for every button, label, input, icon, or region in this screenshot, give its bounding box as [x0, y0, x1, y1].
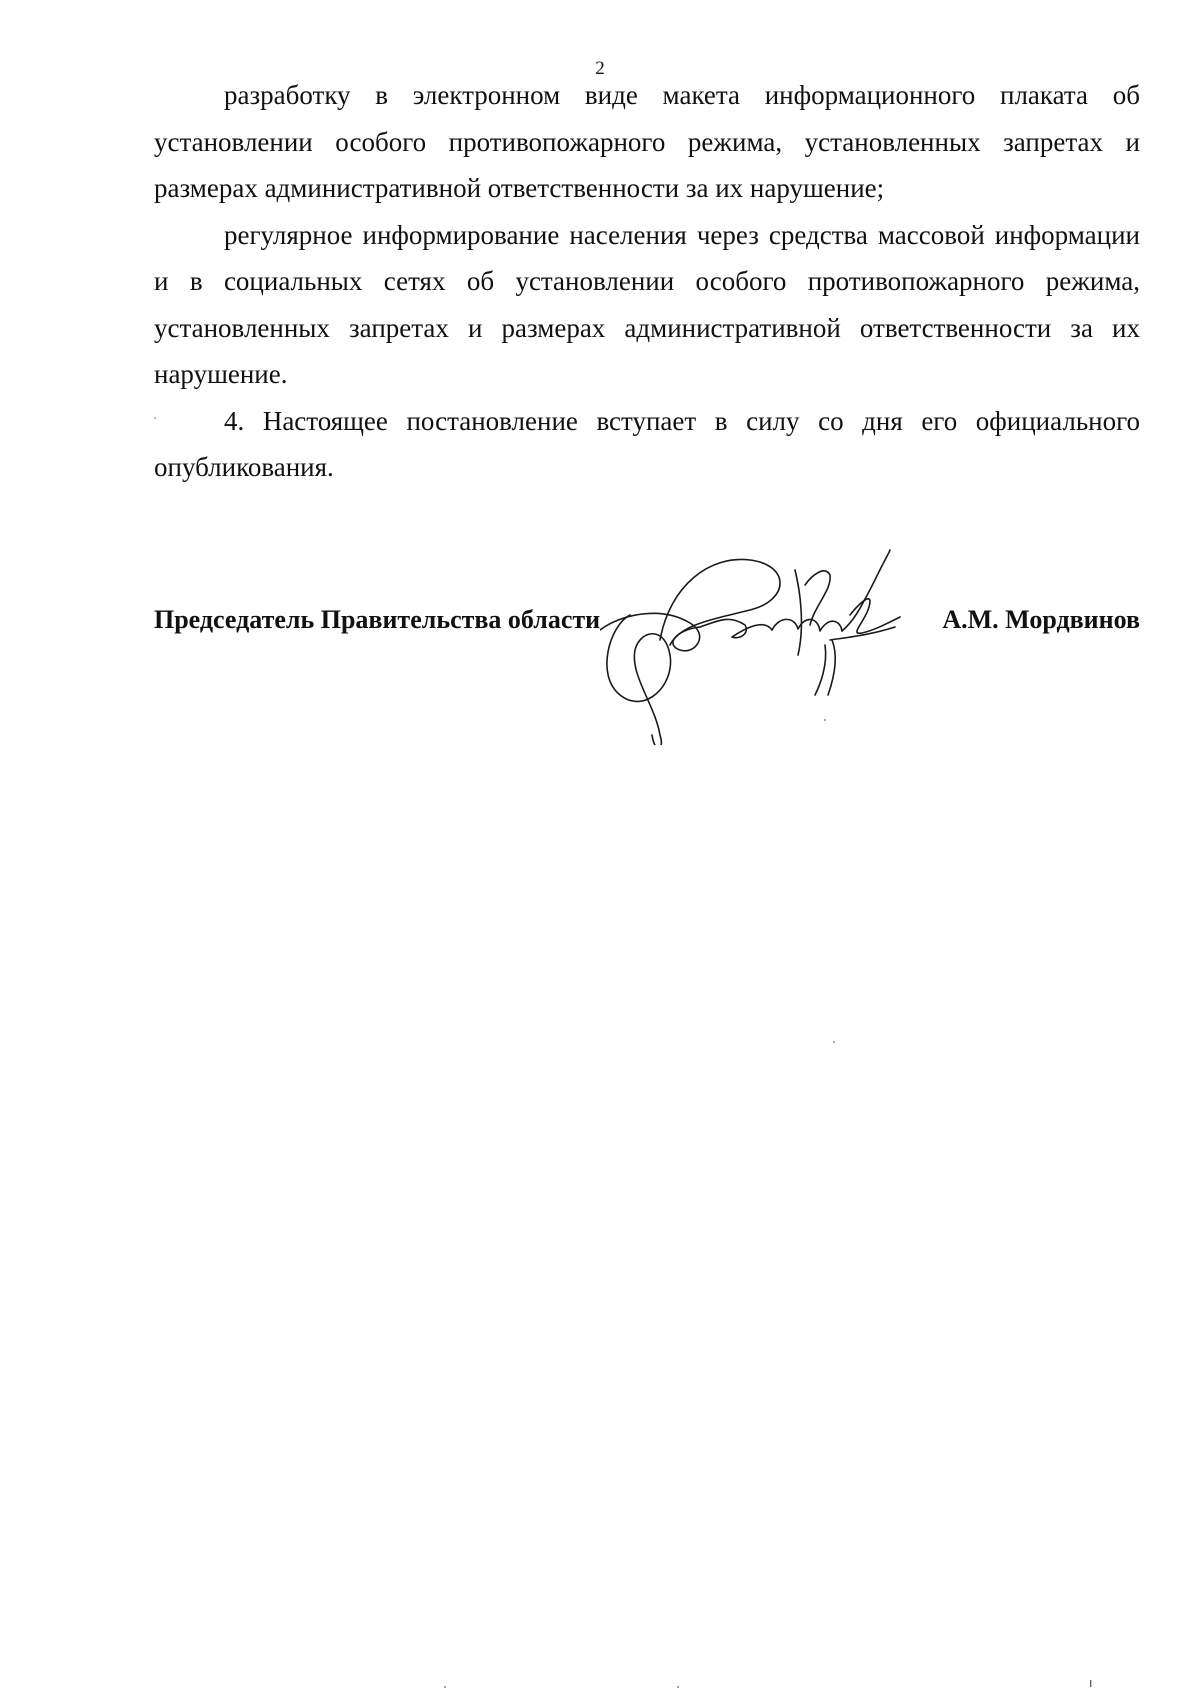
paragraph-public-information: регулярное информирование населения через средства массовой информации и в социальных сетях об установлении особого противопожарного режима, установленных запретах и размерах административной ответственности за их нарушение.: [154, 219, 1140, 389]
signatory-title: Председатель Правительства области: [154, 605, 601, 634]
paragraph-poster-development: разработку в электронном виде макета информационного плаката об установлении особого противопожарного режима, установленных запретах и размерах административной ответственности за их нарушение;: [154, 80, 1140, 203]
signatory-name: А.М. Мордвинов: [942, 605, 1140, 634]
page-number: 2: [595, 58, 605, 79]
document-body: [154, 72, 1140, 491]
paragraph-entry-into-force: 4. Настоящее постановление вступает в силу со дня его официального опубликования.: [154, 405, 1140, 482]
handwritten-signature: [600, 545, 960, 745]
